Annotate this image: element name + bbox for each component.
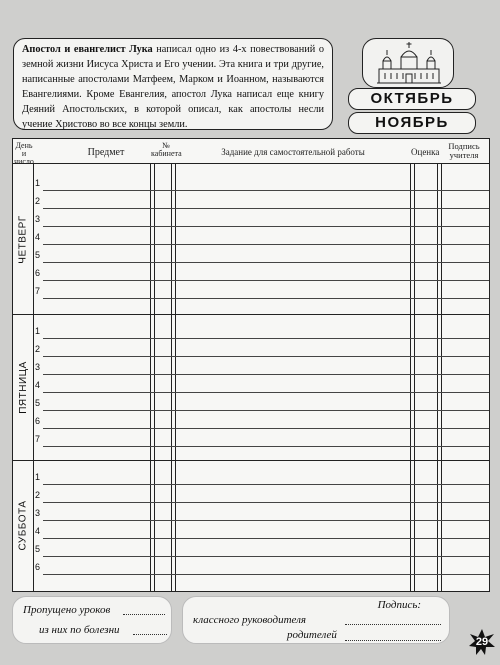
day-friday: [13, 314, 33, 460]
row-number: 1: [35, 326, 41, 336]
table-row[interactable]: [33, 430, 489, 448]
day-label: ПЯТНИЦА: [17, 360, 29, 414]
church-icon: [362, 38, 454, 88]
table-row[interactable]: [33, 486, 489, 504]
day-saturday: [13, 460, 33, 591]
missed-label: Пропущено уроков: [23, 604, 111, 616]
table-row[interactable]: [33, 522, 489, 540]
row-number: 2: [35, 344, 41, 354]
intro-lead: Апостол и евангелист Лука: [22, 44, 153, 55]
header-subject: Предмет: [87, 147, 125, 158]
day-thursday: [13, 164, 33, 314]
header-day: День и число: [14, 141, 34, 166]
header-room: № кабинета: [151, 141, 182, 158]
teacher-label: классного руководителя: [193, 614, 307, 626]
table-row[interactable]: [33, 358, 489, 376]
table-row[interactable]: [33, 394, 489, 412]
row-number: 2: [35, 196, 41, 206]
month-october: ОКТЯБРЬ: [348, 88, 476, 110]
illness-label: из них по болезни: [39, 624, 120, 636]
table-row[interactable]: [33, 264, 489, 282]
header-divider: [13, 163, 489, 164]
row-number: 3: [35, 214, 41, 224]
teacher-signature-field[interactable]: [345, 624, 441, 625]
table-row[interactable]: [33, 210, 489, 228]
header-signature: Подпись учителя: [448, 141, 480, 160]
table-row[interactable]: [33, 192, 489, 210]
day-divider: [13, 460, 489, 461]
row-number: 6: [35, 416, 41, 426]
row-number: 5: [35, 544, 41, 554]
schedule-table: [12, 138, 490, 592]
month-november: НОЯБРЬ: [348, 112, 476, 134]
table-row[interactable]: [33, 468, 489, 486]
table-row[interactable]: [33, 174, 489, 192]
row-number: 1: [35, 178, 41, 188]
table-row[interactable]: [33, 228, 489, 246]
row-number: 2: [35, 490, 41, 500]
intro-text: написал одно из 4-х повествований о земной жизни Иисуса Христа и Его учении. Эта книга и три другие, написанные апостолами Матфеем, Марком и Иоанном, называются Евангелиями. Кроме Евангелия, апостол Лука написал еще книгу Деяний Апостольских, в которой описал, как апостолы несли учение Христово во все концы земли.: [22, 44, 325, 130]
page-number: 29: [475, 636, 489, 648]
table-row[interactable]: [33, 340, 489, 358]
parents-signature-field[interactable]: [345, 640, 441, 641]
table-row[interactable]: [33, 246, 489, 264]
row-number: 4: [35, 380, 41, 390]
header-grade: Оценка: [411, 147, 440, 157]
table-row[interactable]: [33, 412, 489, 430]
illness-field[interactable]: [133, 634, 167, 635]
table-row[interactable]: [33, 376, 489, 394]
day-label: СУББОТА: [17, 500, 29, 551]
header-task: Задание для самостоятельной работы: [221, 147, 365, 157]
table-row[interactable]: [33, 282, 489, 300]
signature-box: [182, 596, 450, 644]
signature-label: Подпись:: [377, 599, 421, 611]
intro-text-box: [13, 38, 333, 130]
row-number: 7: [35, 286, 41, 296]
row-number: 3: [35, 508, 41, 518]
table-row[interactable]: [33, 540, 489, 558]
missed-field[interactable]: [123, 614, 165, 615]
day-label: ЧЕТВЕРГ: [17, 214, 29, 264]
absence-box: [12, 596, 172, 644]
row-number: 1: [35, 472, 41, 482]
table-row[interactable]: [33, 322, 489, 340]
row-number: 6: [35, 268, 41, 278]
row-number: 5: [35, 398, 41, 408]
parents-label: родителей: [287, 629, 337, 641]
row-number: 4: [35, 232, 41, 242]
table-row[interactable]: [33, 558, 489, 576]
row-number: 5: [35, 250, 41, 260]
row-number: 7: [35, 434, 41, 444]
day-divider: [13, 314, 489, 315]
row-number: 6: [35, 562, 41, 572]
table-row[interactable]: [33, 504, 489, 522]
row-number: 3: [35, 362, 41, 372]
row-number: 4: [35, 526, 41, 536]
